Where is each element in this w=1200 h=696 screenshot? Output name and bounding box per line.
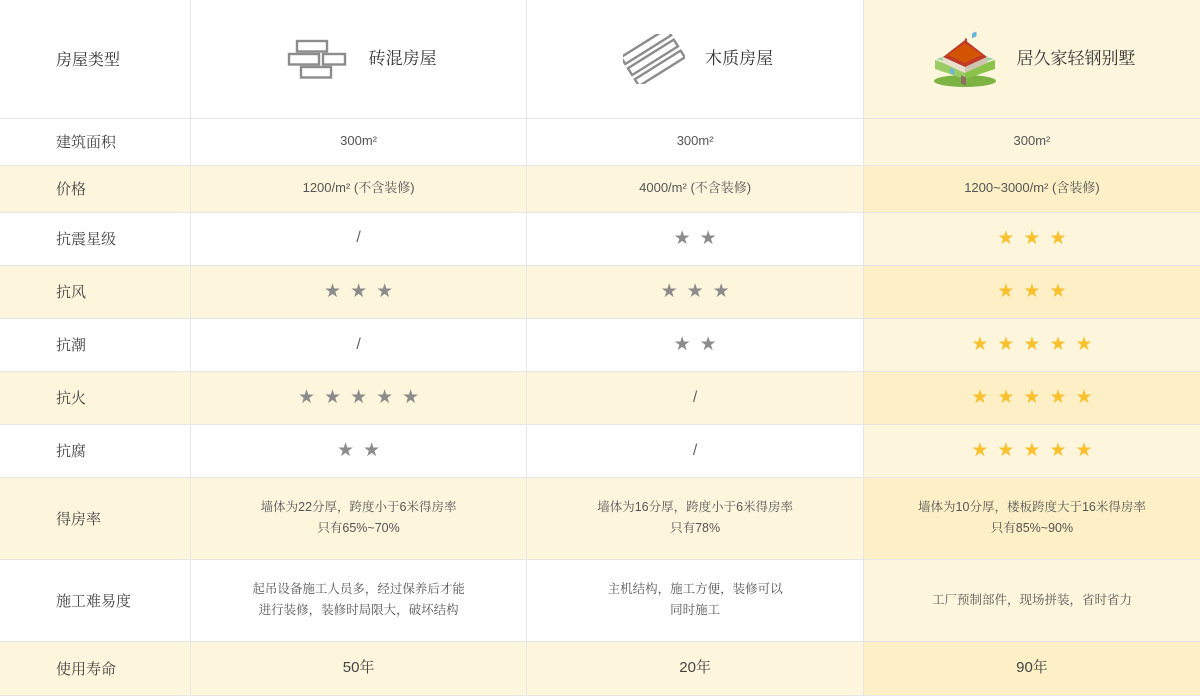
cell-steel (863, 371, 1200, 424)
table-row (0, 559, 1200, 641)
cell-brick (190, 641, 527, 695)
cell-brick (190, 118, 527, 165)
wood-planks-icon (623, 34, 685, 84)
cell-wood (527, 318, 864, 371)
star-icon: ★ (997, 439, 1015, 461)
column-header-steel (863, 0, 1200, 118)
row-label: 使用寿命 (0, 641, 190, 695)
star-icon: ★ (699, 333, 717, 355)
cell-value: 300m² (676, 133, 714, 149)
table-row (0, 318, 1200, 371)
row-label: 抗腐 (0, 424, 190, 477)
star-icon: ★ (1023, 280, 1041, 302)
star-rating (878, 433, 1186, 469)
row-label: 抗潮 (0, 318, 190, 371)
cell-wood (527, 424, 864, 477)
cell-value: 4000/m² (不含装修) (639, 180, 752, 196)
row-label: 施工难易度 (0, 559, 190, 641)
star-rating (205, 433, 513, 469)
star-icon: ★ (350, 280, 368, 302)
cell-text-line: 工厂预制部件，现场拼装，省时省力 (931, 592, 1132, 607)
star-icon: ★ (997, 333, 1015, 355)
cell-wood (527, 212, 864, 265)
star-icon: ★ (1075, 439, 1093, 461)
star-rating (878, 380, 1186, 416)
star-rating (541, 221, 849, 257)
star-icon: ★ (673, 227, 691, 249)
value-placeholder: / (356, 335, 361, 353)
cell-wood (527, 265, 864, 318)
table-row (0, 165, 1200, 212)
star-rating (541, 327, 849, 363)
star-icon: ★ (1023, 386, 1041, 408)
cell-brick (190, 165, 527, 212)
star-rating (878, 221, 1186, 257)
cell-wood (527, 165, 864, 212)
cell-value: 20年 (679, 659, 711, 677)
cell-brick (190, 477, 527, 559)
cell-text-block (541, 579, 849, 623)
cell-brick (190, 371, 527, 424)
cell-text-block (878, 497, 1186, 541)
column-header-label: 居久家轻钢别墅 (1016, 48, 1136, 68)
star-icon: ★ (997, 386, 1015, 408)
cell-steel (863, 477, 1200, 559)
row-label: 抗震星级 (0, 212, 190, 265)
star-icon: ★ (699, 227, 717, 249)
star-icon: ★ (376, 280, 394, 302)
cell-value: 300m² (1013, 133, 1051, 149)
star-icon: ★ (997, 227, 1015, 249)
cell-steel (863, 265, 1200, 318)
cell-wood (527, 118, 864, 165)
cell-text-line: 同时施工 (670, 603, 721, 618)
star-icon: ★ (1049, 333, 1067, 355)
cell-steel (863, 424, 1200, 477)
cell-value: 300m² (340, 133, 378, 149)
brick-wall-icon (287, 36, 349, 82)
star-rating (878, 274, 1186, 310)
wood-planks-icon (617, 28, 691, 90)
cell-text-line: 墙体为16分厚，跨度小于6米得房率 (597, 499, 794, 514)
table-row (0, 212, 1200, 265)
cell-wood (527, 371, 864, 424)
star-icon: ★ (1049, 439, 1067, 461)
star-rating (205, 380, 513, 416)
cell-steel (863, 559, 1200, 641)
row-label: 抗火 (0, 371, 190, 424)
star-icon: ★ (1023, 333, 1041, 355)
row-label: 建筑面积 (0, 118, 190, 165)
cell-value: 1200~3000/m² (含装修) (964, 180, 1100, 196)
row-label: 价格 (0, 165, 190, 212)
table-row (0, 371, 1200, 424)
column-header-label: 木质房屋 (705, 48, 774, 68)
star-icon: ★ (1023, 227, 1041, 249)
cell-wood (527, 641, 864, 695)
cell-brick (190, 559, 527, 641)
star-icon: ★ (1075, 333, 1093, 355)
star-icon: ★ (1023, 439, 1041, 461)
star-icon: ★ (971, 333, 989, 355)
star-icon: ★ (402, 386, 420, 408)
star-icon: ★ (673, 333, 691, 355)
cell-text-line: 起吊设备施工人员多，经过保养后才能 (252, 581, 465, 596)
cell-value: 1200/m² (不含装修) (302, 180, 415, 196)
cell-wood (527, 477, 864, 559)
cell-text-block (878, 590, 1186, 612)
star-rating (878, 327, 1186, 363)
cell-brick (190, 265, 527, 318)
cell-wood (527, 559, 864, 641)
star-rating (541, 274, 849, 310)
star-icon: ★ (686, 280, 704, 302)
column-header-wood (527, 0, 864, 118)
star-icon: ★ (376, 386, 394, 408)
star-icon: ★ (660, 280, 678, 302)
cell-text-block (205, 579, 513, 623)
cell-text-line: 墙体为10分厚，楼板跨度大于16米得房率 (918, 499, 1146, 514)
star-icon: ★ (1075, 386, 1093, 408)
star-icon: ★ (1049, 280, 1067, 302)
star-icon: ★ (971, 439, 989, 461)
cell-value: 90年 (1016, 659, 1048, 677)
cell-steel (863, 641, 1200, 695)
star-icon: ★ (712, 280, 730, 302)
cell-brick (190, 424, 527, 477)
cell-steel (863, 118, 1200, 165)
star-icon: ★ (1049, 227, 1067, 249)
cell-steel (863, 318, 1200, 371)
cell-text-line: 墙体为22分厚，跨度小于6米得房率 (260, 499, 457, 514)
cell-steel (863, 212, 1200, 265)
cell-text-line: 主机结构，施工方便，装修可以 (607, 581, 783, 596)
cell-brick (190, 318, 527, 371)
table-header-row (0, 0, 1200, 118)
star-icon: ★ (971, 386, 989, 408)
cell-text-line: 进行装修，装修时局限大，破坏结构 (258, 603, 459, 618)
value-placeholder: / (692, 441, 698, 459)
value-placeholder: / (356, 229, 361, 247)
table-row (0, 265, 1200, 318)
table-row (0, 118, 1200, 165)
row-label: 得房率 (0, 477, 190, 559)
value-placeholder: / (692, 388, 698, 406)
table-row (0, 477, 1200, 559)
cell-brick (190, 212, 527, 265)
cell-text-block (541, 497, 849, 541)
star-icon: ★ (297, 386, 316, 408)
star-icon: ★ (363, 439, 381, 461)
brick-wall-icon (281, 28, 355, 90)
star-rating (205, 274, 513, 310)
star-icon: ★ (350, 386, 368, 408)
star-icon: ★ (1049, 386, 1067, 408)
table-row (0, 641, 1200, 695)
row-label: 抗风 (0, 265, 190, 318)
star-icon: ★ (997, 280, 1015, 302)
star-icon: ★ (324, 386, 342, 408)
house-villa-icon (928, 29, 1002, 89)
cell-text-block (205, 497, 513, 541)
header-label-cell: 房屋类型 (0, 0, 190, 118)
cell-value: 50年 (342, 659, 375, 677)
cell-text-line: 只有65%~70% (317, 521, 400, 536)
cell-text-line: 只有78% (670, 521, 721, 536)
table-row (0, 424, 1200, 477)
column-header-brick (190, 0, 527, 118)
cell-text-line: 只有85%~90% (990, 521, 1074, 536)
star-icon: ★ (324, 280, 342, 302)
star-icon: ★ (337, 439, 355, 461)
house-villa-icon (928, 28, 1002, 90)
cell-steel (863, 165, 1200, 212)
column-header-label: 砖混房屋 (368, 48, 437, 68)
